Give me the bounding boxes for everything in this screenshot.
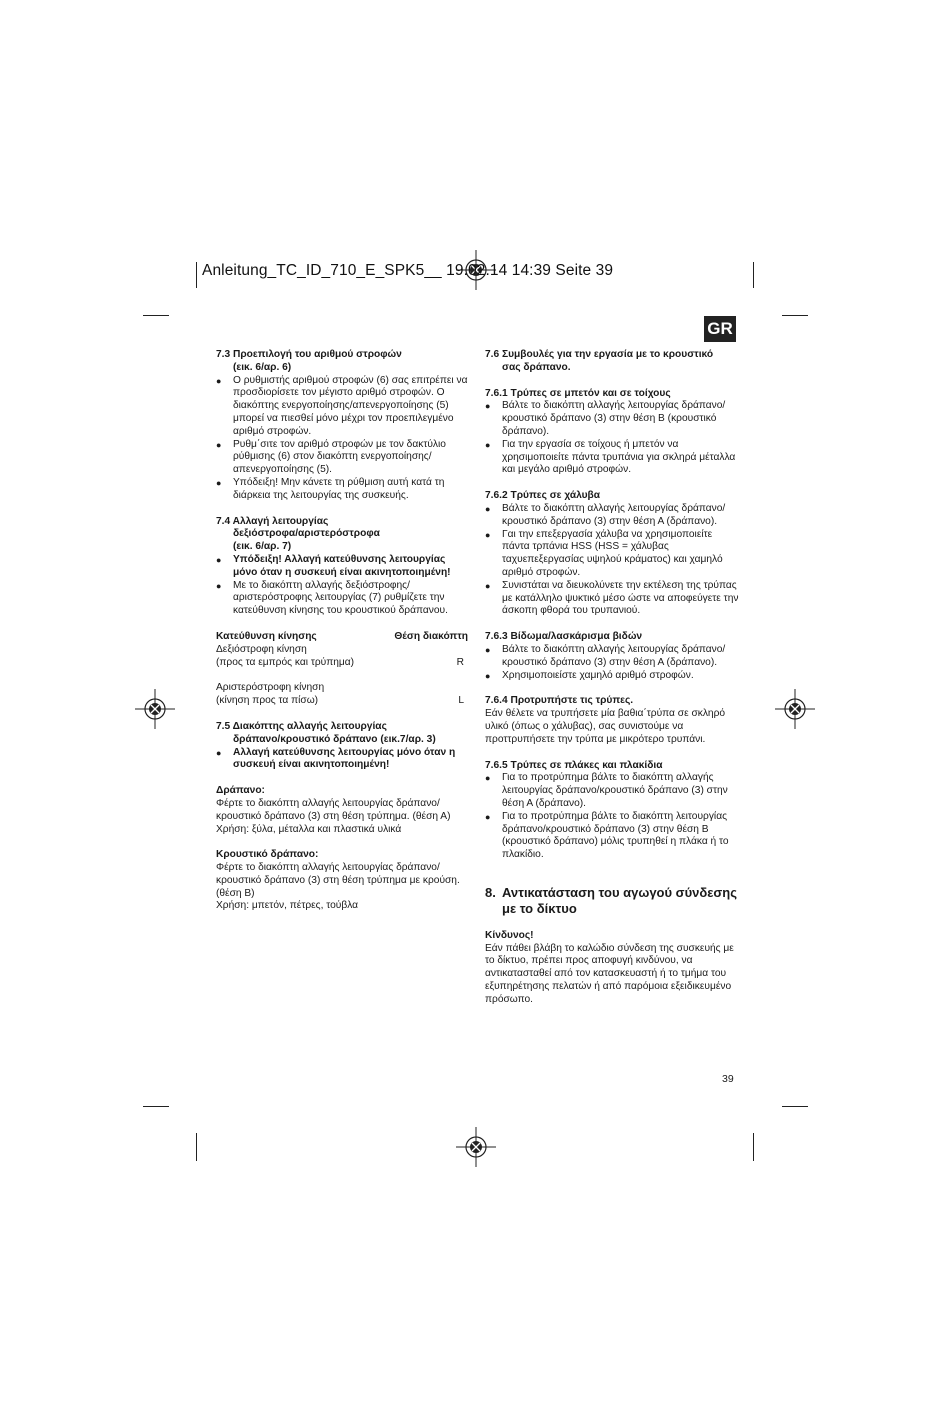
direction-table: [216, 631, 468, 708]
chapter-number: 8.: [485, 884, 496, 900]
crop-mark-top-right-vertical: [753, 262, 754, 288]
bullet-item: ● Για το προτρύπημα βάλτε το διακόπτη αλλαγής λειτουργίας δράπανο/κρουστικό δράπανο (3) στην θέση Α (δράπανο).: [485, 772, 739, 810]
subsection-heading: Κρουστικό δράπανο:: [216, 849, 319, 861]
page-number: 39: [722, 1073, 734, 1085]
bullet-item: ● Χρησιμοποιείστε χαμηλό αριθμό στροφών.: [485, 670, 739, 683]
table-cell-value: L: [458, 695, 464, 707]
section-7-6-1: [485, 388, 739, 478]
section-7-6-3: [485, 631, 739, 682]
bullet-item: ● Ο ρυθμιστής αριθμού στροφών (6) σας επιτρέπει να προσδιορίσετε τον μέγιστο αριθμό στροφών. Ο διακόπτης ενεργοποίησης/απενεργοποίησης (5) μπορεί να πιεσθεί μόνο μέχρι τον προεπιλεγμένο αριθμό στροφών.: [216, 375, 468, 439]
table-cell: (προς τα εμπρός και τρύπημα): [216, 656, 355, 668]
bullet-item: ● Συνιστάται να διευκολύνετε την εκτέλεση της τρύπας με κατάλληλο ψυκτικό μέσο ώστε να αποφεύγετε την άσκοπη φθορά του τρυπανιού.: [485, 580, 739, 618]
bullet-item: ● Βάλτε το διακόπτη αλλαγής λειτουργίας δράπανο/κρουστικό δράπανο (3) στην θέση Β (κρουστικό δράπανο).: [485, 400, 739, 438]
crop-mark-top-left-vertical: [196, 262, 197, 288]
section-heading-line-2: σας δράπανο.: [502, 361, 571, 373]
registration-mark-left: [135, 689, 175, 729]
crop-mark-bottom-left-vertical: [196, 1133, 197, 1161]
section-7-5: [216, 721, 468, 772]
table-header-row: [216, 631, 468, 644]
subsection-heading: Δράπανο:: [216, 785, 265, 797]
print-header: Anleitung_TC_ID_710_E_SPK5__ 19.02.14 14:39 Seite 39: [202, 262, 614, 279]
registration-mark-bottom: [456, 1127, 496, 1167]
right-column: [485, 349, 739, 1007]
paragraph: Εάν πάθει βλάβη το καλώδιο σύνδεση της συσκευής με το δίκτυο, πρέπει προς αποφυγή κινδύνου, να αντικατασταθεί από τον κατασκευαστή ή το τμήμα του εξυπηρέτησης πελατών ή από παρόμοια εξειδικευμένο πρόσωπο.: [485, 942, 734, 1005]
bullet-item: ● Με το διακόπτη αλλαγής δεξιόστροφης/αριστερόστροφης λειτουργίας (7) ρυθμίζετε την κατεύθυνση κίνησης του κρουστικού δράπανου.: [216, 580, 468, 618]
section-heading: 7.6.1 Τρύπες σε μπετόν και σε τοίχους: [485, 387, 671, 399]
section-7-4: [216, 516, 468, 618]
bullet-item: ● Βάλτε το διακόπτη αλλαγής λειτουργίας δράπανο/κρουστικό δράπανο (3) στην θέση Α (δράπανο).: [485, 503, 739, 529]
drill-mode: [216, 785, 468, 836]
section-heading: 7.6 Συμβουλές για την εργασία με το κρουστικό: [485, 349, 714, 360]
chapter-title: Αντικατάσταση του αγωγού σύνδεσης με το δίκτυο: [502, 884, 738, 916]
crop-mark-bottom-left-horizontal: [143, 1106, 169, 1107]
crop-mark-top-right-horizontal: [782, 315, 808, 316]
danger-heading: Κίνδυνος!: [485, 929, 534, 941]
section-7-6: [485, 349, 739, 375]
language-tab: GR: [704, 316, 736, 342]
section-heading: 7.6.2 Τρύπες σε χάλυβα: [485, 490, 601, 502]
section-8: [485, 885, 739, 1007]
table-header-direction: Κατεύθυνση κίνησης: [216, 630, 317, 642]
paragraph: Φέρτε το διακόπτη αλλαγής λειτουργίας δράπανο/κρουστικό δράπανο (3) στη θέση τρύπημα. (θέση Α): [216, 797, 451, 822]
table-header-switch-position: Θέση διακόπτη: [394, 630, 468, 642]
bullet-item: ● Γαι την επεξεργασία χάλυβα να χρησιμοποιείτε πάντα τρπάνια HSS (HSS = χάλυβας ταχυεπεξεργασίας υψηλού κράματος) και χαμηλό αριθμό στροφών.: [485, 529, 739, 580]
section-heading: 7.5 Διακόπτης αλλαγής λειτουργίας: [216, 720, 387, 732]
paragraph-use: Χρήση: ξύλα, μέταλλα και πλαστικά υλικά: [216, 823, 402, 835]
bullet-item: ● Ρυθμ΄σιτε τον αριθμό στροφών με τον δακτύλιο ρύθμισης (6) στον διακόπτη ενεργοποίησης/απενεργοποίησης (5).: [216, 439, 468, 477]
bullet-item-warning: ● Υπόδειξη! Αλλαγή κατεύθυνσης λειτουργίας μόνο όταν η συσκευή είναι ακινητοποιημένη!: [216, 554, 468, 580]
section-heading-line-2: δράπανο/κρουστικό δράπανο (εικ.7/αρ. 3): [233, 733, 436, 745]
paragraph-use: Χρήση: μπετόν, πέτρες, τούβλα: [216, 900, 359, 912]
crop-mark-top-left-horizontal: [143, 315, 169, 316]
bullet-item: ● Υπόδειξη! Μην κάνετε τη ρύθμιση αυτή κατά τη διάρκεια της λειτουργίας της συσκευής.: [216, 477, 468, 503]
section-heading-line-2: (εικ. 6/αρ. 6): [233, 361, 292, 373]
bullet-item-warning: ● Αλλαγή κατεύθυνσης λειτουργίας μόνο όταν η συσκευή είναι ακινητοποιημένη!: [216, 747, 468, 773]
section-heading-line-3: (εικ. 6/αρ. 7): [233, 541, 292, 553]
section-7-6-4: [485, 695, 739, 746]
bullet-item: ● Για την εργασία σε τοίχους ή μπετόν να χρησιμοποιείτε πάντα τρυπάνια για σκληρά μέταλλα και μεγάλο αριθμό στροφών.: [485, 439, 739, 477]
section-heading-line-2: δεξιόστροφα/αριστερόστροφα: [233, 528, 380, 540]
chapter-heading: [485, 885, 739, 917]
impact-drill-mode: [216, 849, 468, 913]
section-7-6-2: [485, 490, 739, 618]
table-cell-value: R: [456, 656, 464, 668]
crop-mark-bottom-right-horizontal: [782, 1106, 808, 1107]
registration-mark-right: [775, 689, 815, 729]
section-7-6-5: [485, 760, 739, 862]
paragraph: Φέρτε το διακόπτη αλλαγής λειτουργίας δράπανο/κρουστικό δράπανο (3) στη θέση τρύπημα με κρούση. (θέση Β): [216, 862, 460, 899]
section-heading: 7.6.5 Τρύπες σε πλάκες και πλακίδια: [485, 759, 663, 771]
left-column: [216, 349, 468, 913]
table-cell: (κίνηση προς τα πίσω): [216, 695, 319, 707]
table-row-2-label: Αριστερόστροφη κίνηση: [216, 682, 325, 694]
crop-mark-bottom-right-vertical: [753, 1133, 754, 1161]
section-7-3: [216, 349, 468, 503]
table-row-1-label: Δεξιόστροφη κίνηση: [216, 643, 307, 655]
table-row: [216, 695, 468, 708]
section-heading: 7.6.3 Βίδωμα/λασκάρισμα βιδών: [485, 631, 643, 643]
section-heading: 7.3 Προεπιλογή του αριθμού στροφών: [216, 349, 402, 360]
section-heading: 7.4 Αλλαγή λειτουργίας: [216, 515, 329, 527]
section-heading: 7.6.4 Προτρυπήστε τις τρύπες.: [485, 695, 634, 707]
paragraph: Εάν θέλετε να τρυπήσετε μία βαθια΄τρύπα σε σκληρό υλικό (όπως ο χάλυβας), σας συνιστούμε να προττρυπήσετε την τρύπα με μικρότερο τρυπάνι.: [485, 708, 726, 745]
bullet-item: ● Βάλτε το διακόπτη αλλαγής λειτουργίας δράπανο/κρουστικό δράπανο (3) στην θέση Α (δράπανο).: [485, 644, 739, 670]
bullet-item: ● Για το προτρύπημα βάλτε το διακόπτη λειτουργίας δράπανο/κρουστικό δράπανο (3) στην θέση Β (κρουστικό δράπανο) μόλις τρυπηθεί η πλάκα ή το πλακίδιο.: [485, 811, 739, 862]
table-row: [216, 657, 468, 670]
